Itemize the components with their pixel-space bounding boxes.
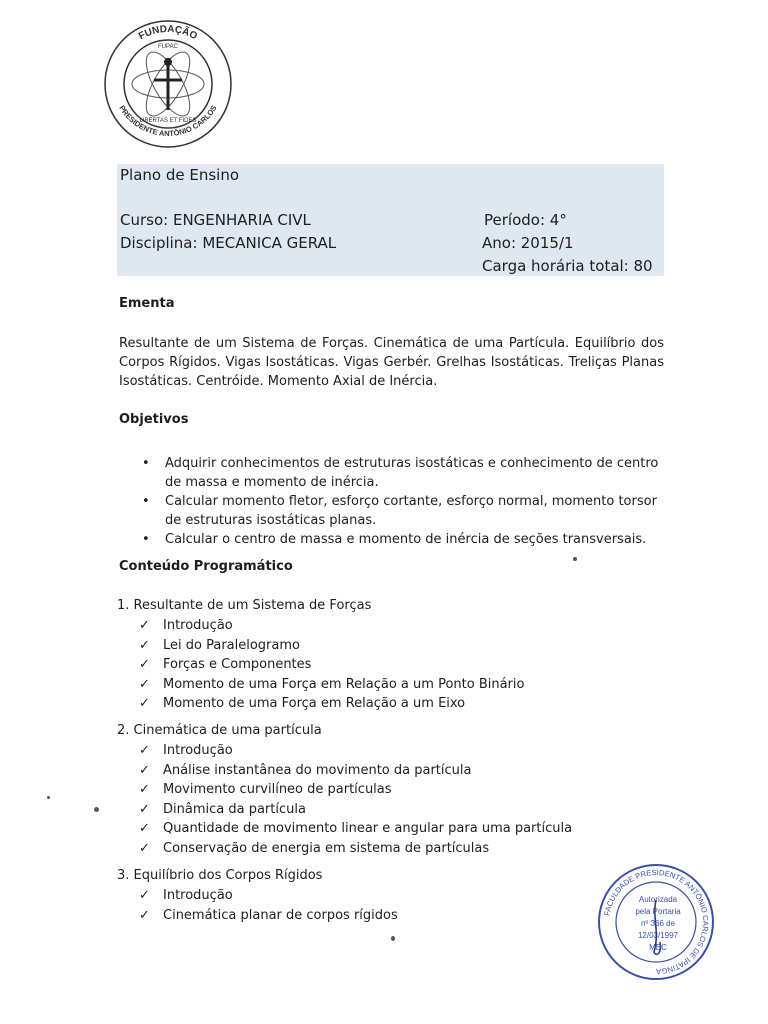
check-icon: ✓ <box>139 676 150 692</box>
scan-speck <box>94 807 99 812</box>
faculdade-stamp <box>596 862 716 982</box>
check-icon: ✓ <box>139 657 150 672</box>
fundacao-seal-logo <box>102 18 234 150</box>
ementa-heading: Ementa <box>119 296 175 311</box>
check-icon: ✓ <box>139 888 150 903</box>
list-item: ✓ Introdução <box>139 886 398 906</box>
svg-text:FACULDADE PRESIDENTE ANTÔNIO C: FACULDADE PRESIDENTE ANTÔNIO CARLOS DE IPATINGA <box>602 867 711 977</box>
list-item: ✓ Análise instantânea do movimento da partícula <box>139 761 572 781</box>
topic-2-title: 2. Cinemática de uma partícula <box>117 723 322 738</box>
periodo-label: Período: 4° <box>484 211 567 229</box>
svg-text:12/03/1997: 12/03/1997 <box>637 931 679 940</box>
carga-horaria-label: Carga horária total: 80 <box>482 257 653 275</box>
topic-3-title: 3. Equilíbrio dos Corpos Rígidos <box>117 868 323 883</box>
conteudo-heading: Conteúdo Programático <box>119 559 293 574</box>
svg-text:FUPAC: FUPAC <box>158 44 178 50</box>
list-item: ✓ Dinâmica da partícula <box>139 800 572 820</box>
check-icon: ✓ <box>139 801 150 817</box>
objetivo-item: • Calcular o centro de massa e momento de inércia de seções transversais. <box>140 530 665 549</box>
list-item: ✓ Introdução <box>139 616 524 636</box>
ementa-text: Resultante de um Sistema de Forças. Cinemática de uma Partícula. Equilíbrio dos Corpos Rígidos. Vigas Isostáticas. Vigas Gerbér. Grelhas Isostáticas. Treliças Planas Isostáticas. Centróide. Momento Axial de Inércia. <box>119 336 664 389</box>
scan-speck <box>573 557 577 561</box>
svg-text:pela Portaria: pela Portaria <box>635 907 681 916</box>
scan-speck <box>47 796 50 799</box>
list-item: ✓ Momento de uma Força em Relação a um Ponto Binário <box>139 675 524 695</box>
check-icon: ✓ <box>139 821 150 836</box>
check-icon: ✓ <box>139 618 150 633</box>
check-icon: ✓ <box>139 907 150 923</box>
plan-title: Plano de Ensino <box>120 166 240 184</box>
topic-2-items <box>139 741 572 858</box>
ano-label: Ano: 2015/1 <box>482 234 574 252</box>
list-item: ✓ Lei do Paralelogramo <box>139 636 524 656</box>
check-icon: ✓ <box>139 696 150 711</box>
topic-1-items <box>139 616 524 714</box>
svg-text:FUNDAÇÃO: FUNDAÇÃO <box>136 23 199 43</box>
svg-text:PRESIDENTE ANTÔNIO CARLOS: PRESIDENTE ANTÔNIO CARLOS <box>117 103 219 139</box>
scan-speck <box>391 936 395 941</box>
topic-1-title: 1. Resultante de um Sistema de Forças <box>117 598 372 613</box>
svg-text:Autorizada: Autorizada <box>638 895 678 904</box>
list-item: ✓ Conservação de energia em sistema de partículas <box>139 839 572 859</box>
topic-3-items <box>139 886 398 925</box>
list-item: ✓ Introdução <box>139 741 572 761</box>
svg-text:MEC: MEC <box>649 943 667 952</box>
list-item: ✓ Forças e Componentes <box>139 655 524 675</box>
check-icon: ✓ <box>139 743 150 758</box>
objetivos-heading: Objetivos <box>119 412 189 427</box>
check-icon: ✓ <box>139 637 150 653</box>
svg-text:LIBERTAS ET FIDES: LIBERTAS ET FIDES <box>139 118 197 124</box>
course-header-box <box>117 164 664 276</box>
objetivo-item: • Adquirir conhecimentos de estruturas isostáticas e conhecimento de centro de massa e momento de inércia. <box>140 454 665 492</box>
curso-label: Curso: ENGENHARIA CIVL <box>120 211 311 229</box>
check-icon: ✓ <box>139 762 150 778</box>
svg-text:nº 366 de: nº 366 de <box>640 919 676 928</box>
disciplina-label: Disciplina: MECANICA GERAL <box>120 234 337 252</box>
list-item: ✓ Quantidade de movimento linear e angular para uma partícula <box>139 819 572 839</box>
check-icon: ✓ <box>139 782 150 797</box>
objetivos-list <box>140 454 665 549</box>
check-icon: ✓ <box>139 840 150 856</box>
objetivo-item: • Calcular momento fletor, esforço cortante, esforço normal, momento torsor de estruturas isostáticas planas. <box>140 492 665 530</box>
list-item: ✓ Cinemática planar de corpos rígidos <box>139 906 398 926</box>
list-item: ✓ Momento de uma Força em Relação a um Eixo <box>139 694 524 714</box>
list-item: ✓ Movimento curvilíneo de partículas <box>139 780 572 800</box>
